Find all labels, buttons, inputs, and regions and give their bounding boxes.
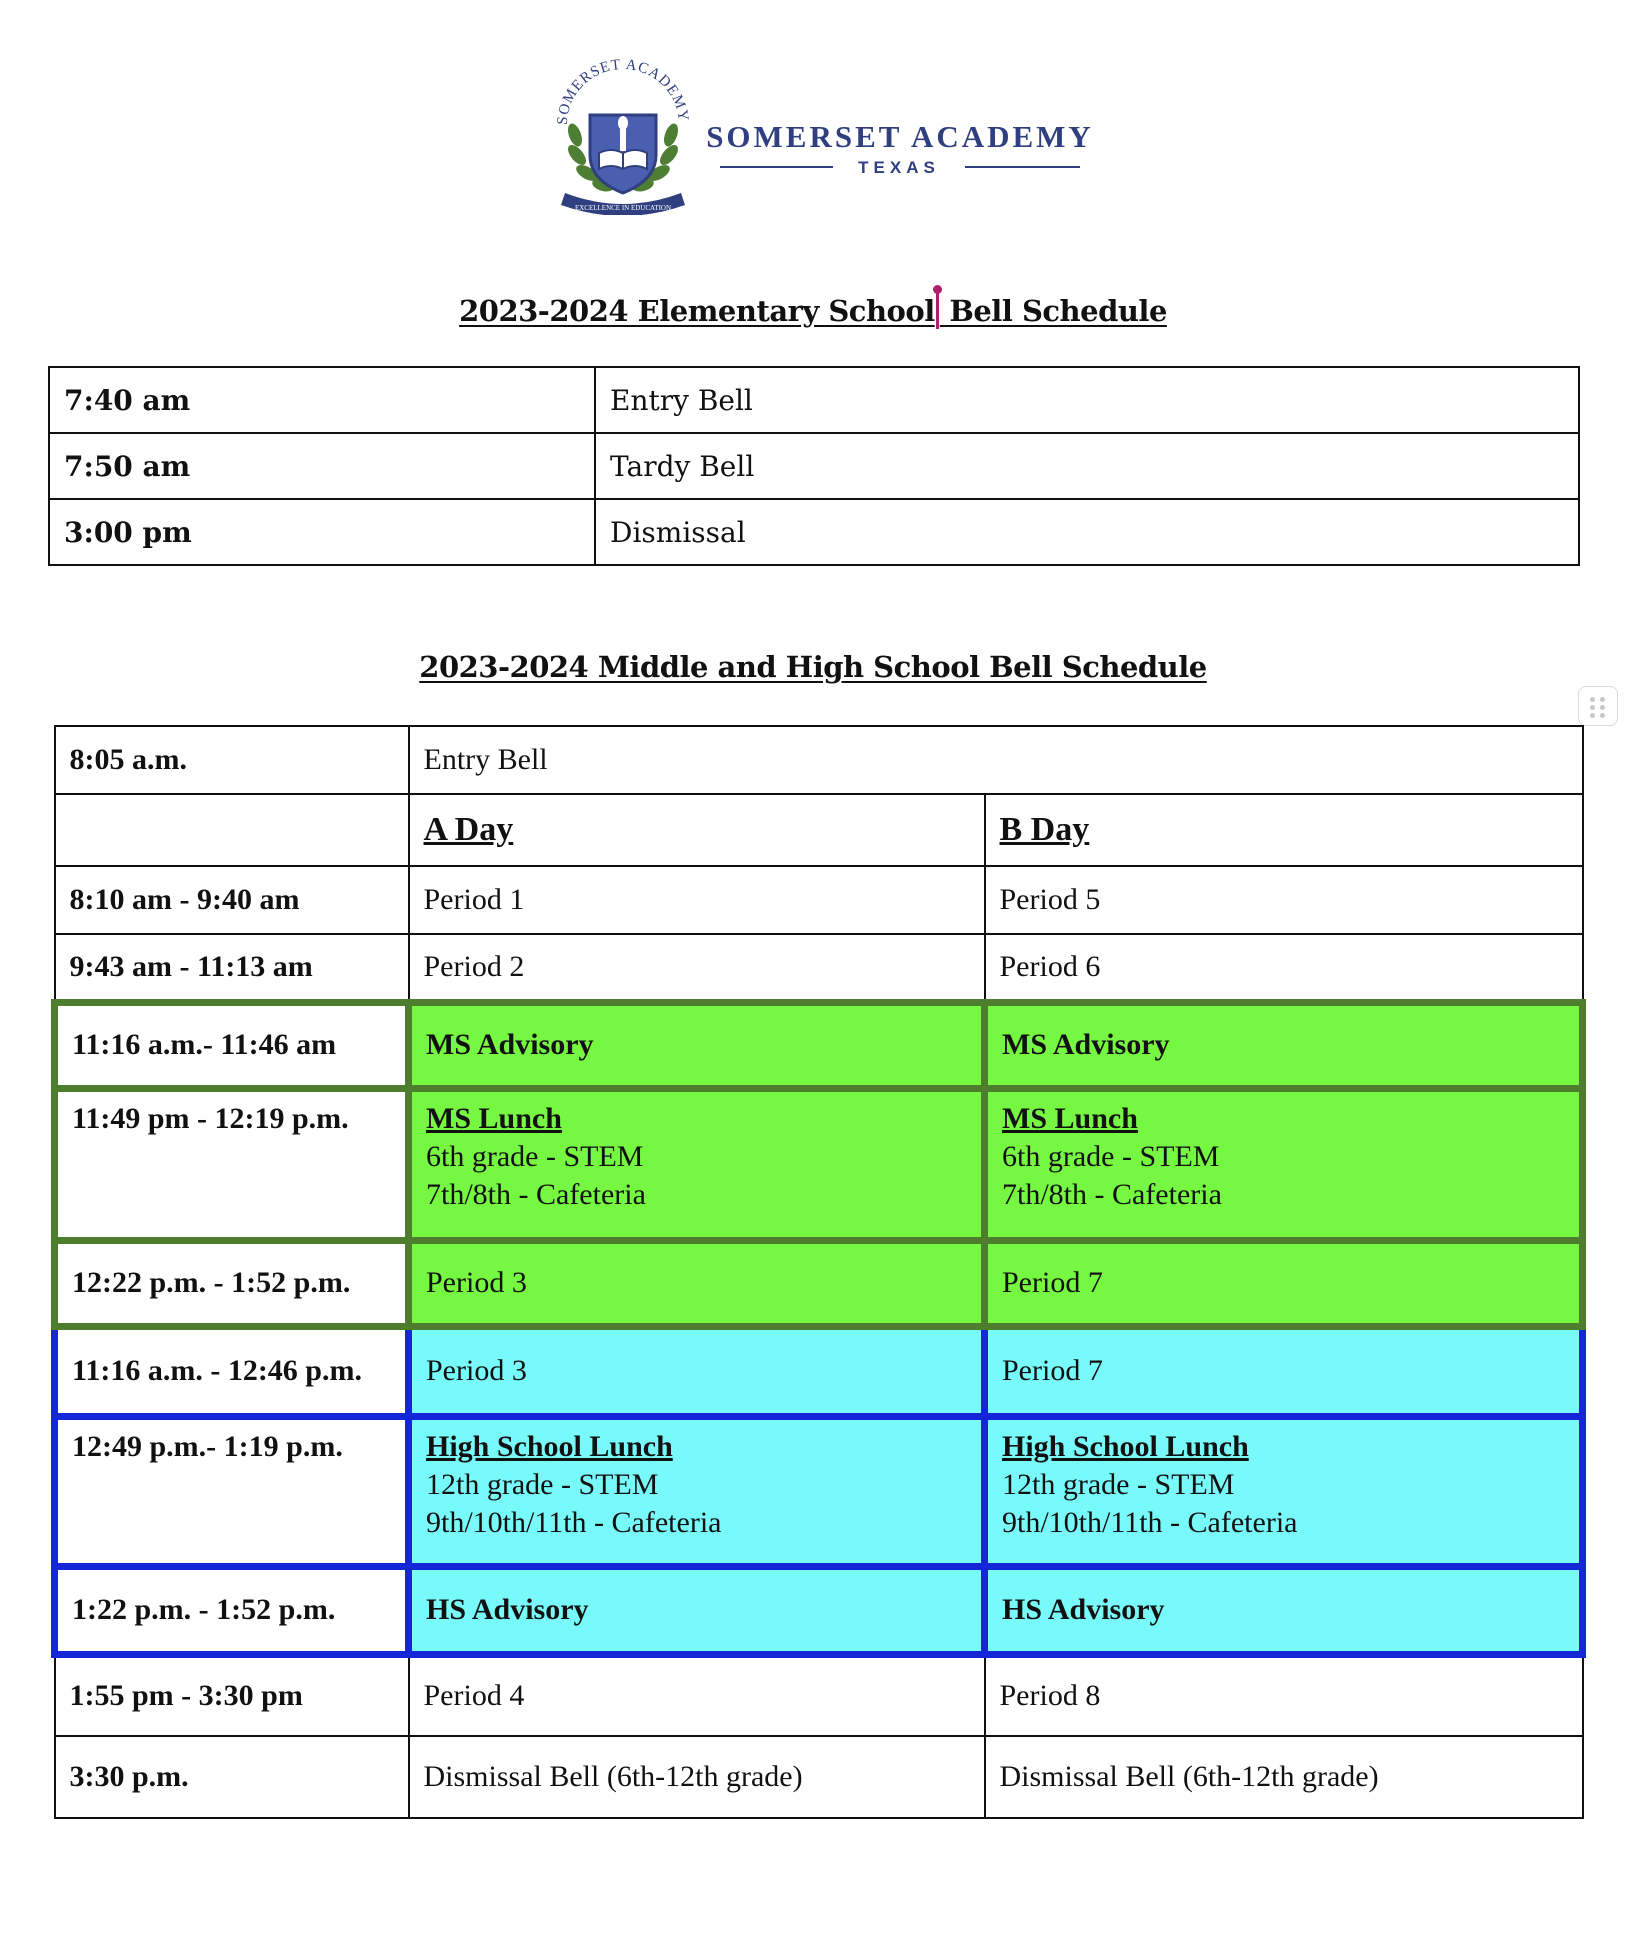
elementary-title [0, 289, 1626, 329]
table-row [55, 934, 1583, 1002]
time-cell: 12:49 p.m.- 1:19 p.m. [55, 1416, 409, 1566]
middle-high-title: 2023-2024 Middle and High School Bell Schedule [419, 650, 1207, 684]
table-row [49, 433, 1579, 499]
a-day-cell [409, 1088, 985, 1240]
table-row [49, 367, 1579, 433]
table-row [49, 499, 1579, 565]
lunch-line: 6th grade - STEM [1002, 1139, 1220, 1173]
lunch-line: 9th/10th/11th - Cafeteria [426, 1505, 722, 1539]
elementary-schedule-table [48, 366, 1580, 566]
time-cell: 7:50 am [49, 433, 595, 499]
time-cell: 8:10 am - 9:40 am [55, 866, 409, 934]
time-cell [55, 794, 409, 866]
a-day-cell: Period 3 [409, 1240, 985, 1326]
lunch-title: MS Lunch [426, 1101, 562, 1135]
a-day-cell: Period 4 [409, 1654, 985, 1736]
a-day-cell: Period 3 [409, 1326, 985, 1416]
a-day-cell: MS Advisory [409, 1002, 985, 1088]
time-cell: 9:43 am - 11:13 am [55, 934, 409, 1002]
table-row [55, 726, 1583, 794]
elementary-title-part1: 2023-2024 Elementary School [459, 294, 935, 328]
b-day-cell: HS Advisory [985, 1566, 1583, 1654]
b-day-cell: Period 8 [985, 1654, 1583, 1736]
time-cell: 1:55 pm - 3:30 pm [55, 1654, 409, 1736]
a-day-cell: Period 1 [409, 866, 985, 934]
table-row [55, 1326, 1583, 1416]
time-cell: 11:49 pm - 12:19 p.m. [55, 1088, 409, 1240]
lunch-title: MS Lunch [1002, 1101, 1138, 1135]
lunch-title: High School Lunch [1002, 1429, 1249, 1463]
a-day-cell: Dismissal Bell (6th-12th grade) [409, 1736, 985, 1818]
lunch-line: 7th/8th - Cafeteria [426, 1177, 646, 1211]
table-row [55, 1736, 1583, 1818]
lunch-line: 7th/8th - Cafeteria [1002, 1177, 1222, 1211]
somerset-academy-logo [545, 55, 1095, 215]
time-cell: 8:05 a.m. [55, 726, 409, 794]
lunch-line: 12th grade - STEM [1002, 1467, 1235, 1501]
time-cell: 7:40 am [49, 367, 595, 433]
time-cell: 11:16 a.m.- 11:46 am [55, 1002, 409, 1088]
table-row [55, 1566, 1583, 1654]
lunch-line: 9th/10th/11th - Cafeteria [1002, 1505, 1298, 1539]
b-day-cell: Period 5 [985, 866, 1583, 934]
table-row [55, 1240, 1583, 1326]
logo-name: SOMERSET ACADEMY [706, 119, 1094, 154]
torch-icon [620, 127, 626, 151]
middle-high-schedule-table [51, 725, 1586, 1819]
b-day-cell: MS Advisory [985, 1002, 1583, 1088]
a-day-cell: HS Advisory [409, 1566, 985, 1654]
time-cell: 1:22 p.m. - 1:52 p.m. [55, 1566, 409, 1654]
table-row [55, 1088, 1583, 1240]
table-row [55, 1416, 1583, 1566]
logo-ribbon-text: EXCELLENCE IN EDUCATION [574, 204, 672, 212]
lunch-line: 6th grade - STEM [426, 1139, 644, 1173]
b-day-header [985, 794, 1583, 866]
a-day-cell: Period 2 [409, 934, 985, 1002]
time-cell: 3:00 pm [49, 499, 595, 565]
table-row [55, 794, 1583, 866]
event-cell: Dismissal [595, 499, 1579, 565]
lunch-line: 12th grade - STEM [426, 1467, 659, 1501]
b-day-cell: Period 7 [985, 1326, 1583, 1416]
logo-subtitle: TEXAS [858, 158, 940, 177]
b-day-cell: Period 7 [985, 1240, 1583, 1326]
b-day-cell [985, 1088, 1583, 1240]
event-cell: Tardy Bell [595, 433, 1579, 499]
table-row [55, 1654, 1583, 1736]
text-cursor-icon [936, 289, 939, 329]
b-day-cell [985, 1416, 1583, 1566]
table-row [55, 1002, 1583, 1088]
a-day-cell [409, 1416, 985, 1566]
lunch-title: High School Lunch [426, 1429, 673, 1463]
table-drag-handle[interactable] [1578, 686, 1618, 726]
a-day-label: A Day [423, 810, 514, 848]
event-cell: Entry Bell [409, 726, 1583, 794]
table-row [55, 866, 1583, 934]
a-day-header [409, 794, 985, 866]
event-cell: Entry Bell [595, 367, 1579, 433]
b-day-cell: Dismissal Bell (6th-12th grade) [985, 1736, 1583, 1818]
time-cell: 3:30 p.m. [55, 1736, 409, 1818]
time-cell: 11:16 a.m. - 12:46 p.m. [55, 1326, 409, 1416]
b-day-cell: Period 6 [985, 934, 1583, 1002]
logo-arc-text: SOMERSET ACADEMY [554, 56, 692, 126]
elementary-title-part2: Bell Schedule [939, 294, 1167, 328]
time-cell: 12:22 p.m. - 1:52 p.m. [55, 1240, 409, 1326]
b-day-label: B Day [999, 810, 1090, 848]
